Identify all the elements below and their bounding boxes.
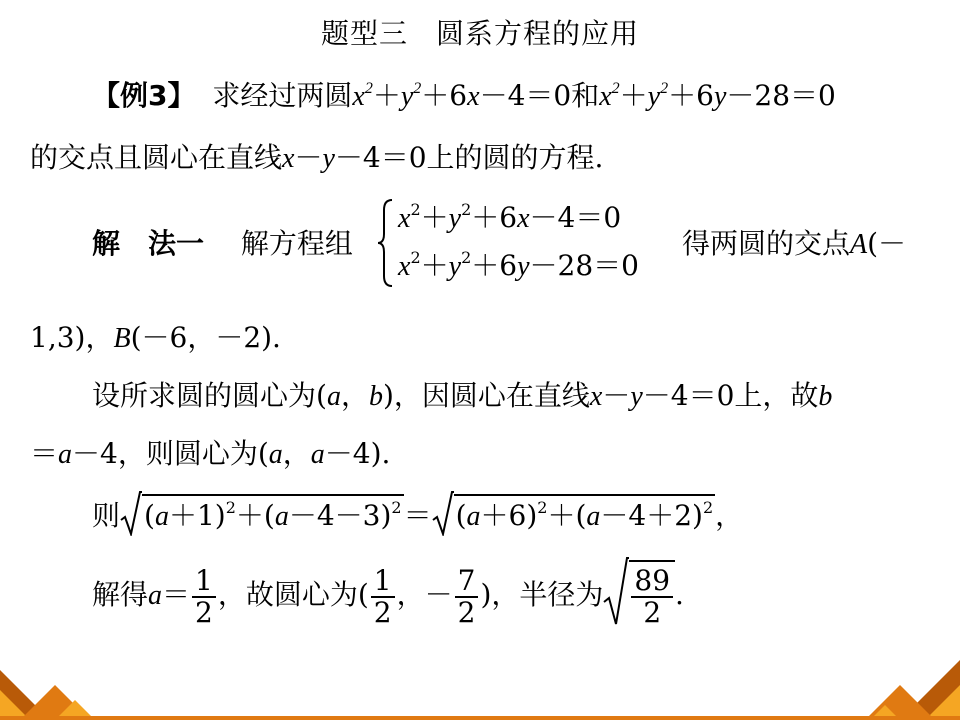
sqrt-rhs: $(a+6)^2+(a-4+2)^2$ xyxy=(432,494,716,535)
radical-icon xyxy=(603,556,629,626)
solution-step1b: ＝a－4，则圆心为(a，a－4). xyxy=(30,437,391,470)
example-text-a: 求经过两圆 xyxy=(212,79,353,112)
example-label: 【例3】 xyxy=(92,79,196,112)
solution-result: 得两圆的交点A(－ xyxy=(682,227,907,260)
solution-label: 解 法一 xyxy=(92,227,205,260)
fraction-center-y: $\frac{7}{2}$ xyxy=(455,566,479,628)
bottom-rule xyxy=(120,716,840,720)
equation-system xyxy=(376,198,676,288)
radical-icon xyxy=(432,490,454,536)
left-brace-icon xyxy=(376,198,396,288)
solution-intro-text: 解方程组 xyxy=(240,227,353,260)
section-title xyxy=(0,12,960,52)
step2-eq: ＝ xyxy=(403,499,432,532)
example-text-d: 上的圆的方程. xyxy=(426,141,604,174)
solution-step2 xyxy=(92,494,743,535)
sqrt-lhs: $(a+1)^2+(a-4-3)^2$ xyxy=(120,494,404,535)
solution-points: 1,3)，B(－6，－2). xyxy=(30,321,281,354)
solution-step3: 解得a＝ $\frac{1}{2}$ ，故圆心为( $\frac{1}{2}$ ，－ $\frac{7}{2}$ )，半径为 $\frac{89}{2}$ . xyxy=(92,560,684,628)
fraction-radius: $\frac{89}{2}$ xyxy=(631,566,673,628)
system-eq-2: $x^2+y^2+6y-28=0$ xyxy=(398,248,639,282)
corner-decoration-left xyxy=(0,650,120,720)
example-line-2: 的交点且圆心在直线x－y－4＝0上的圆的方程. xyxy=(30,141,604,174)
solution-intro xyxy=(92,226,353,262)
corner-decoration-right xyxy=(840,650,960,720)
title-part2: 圆系方程的应用 xyxy=(436,17,640,50)
example-line-1: 【例3】 求经过两圆$x^2+y^2+6x-4=0$和$x^2+y^2+6y-28=0$ xyxy=(92,79,836,112)
sqrt-radius xyxy=(603,560,675,628)
radical-icon xyxy=(120,490,142,536)
solution-step1a: 设所求圆的圆心为(a，b)，因圆心在直线x－y－4＝0上，故b xyxy=(92,379,833,412)
example-eq1: $x^2$ xyxy=(352,80,373,112)
step2-prefix: 则 xyxy=(92,499,121,532)
fraction-center-x: $\frac{1}{2}$ xyxy=(371,566,395,628)
example-text-c: 的交点且圆心在直线 xyxy=(30,141,283,174)
fraction-a: $\frac{1}{2}$ xyxy=(192,566,216,628)
example-eq2: $x^2$ xyxy=(599,80,620,112)
step2-end: ， xyxy=(715,499,744,532)
title-part1: 题型三 xyxy=(320,17,408,50)
system-eq-1: $x^2+y^2+6x-4=0$ xyxy=(398,200,622,234)
example-text-b: 和 xyxy=(571,79,600,112)
